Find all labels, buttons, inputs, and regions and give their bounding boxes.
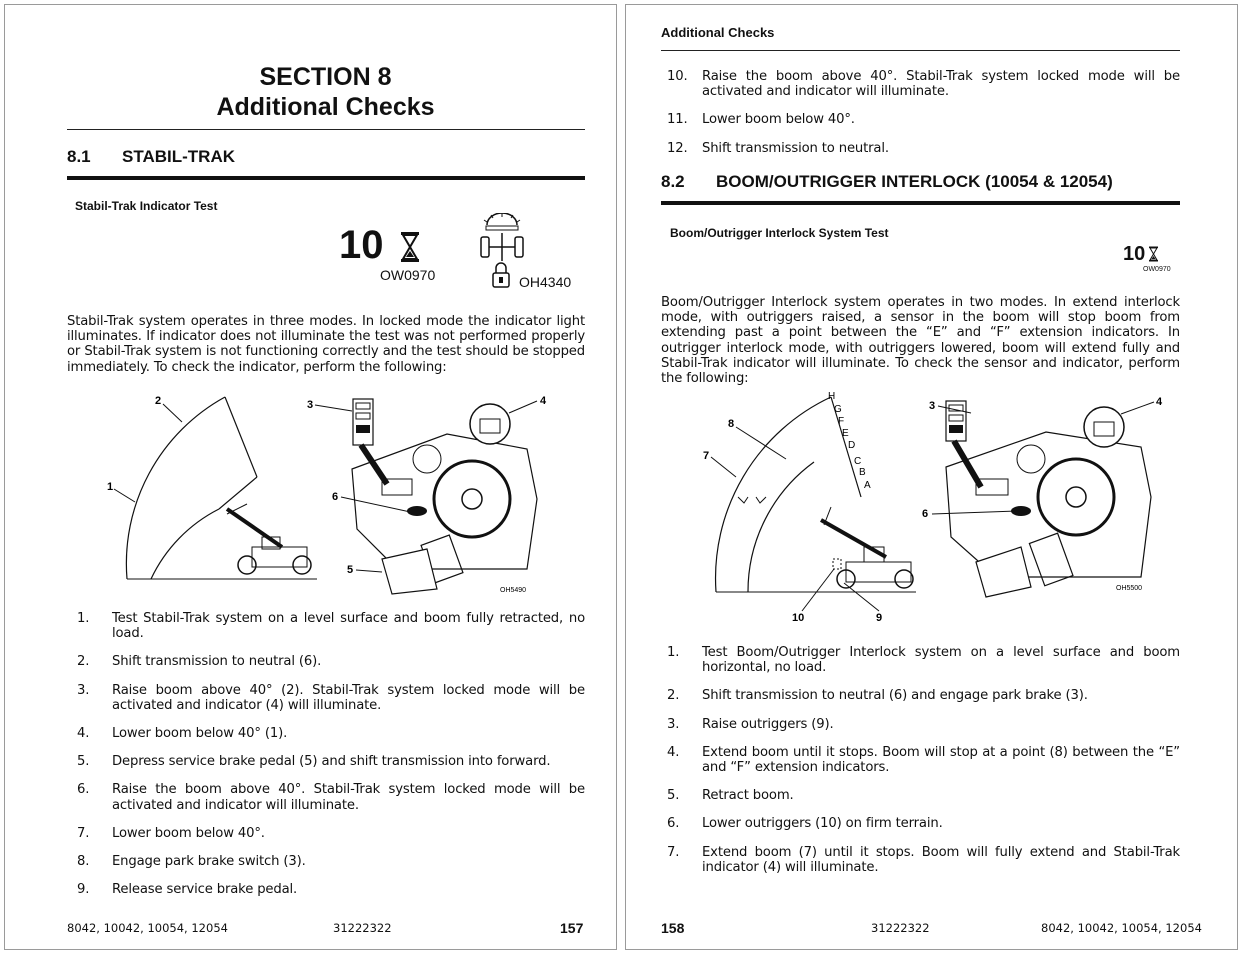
intro-paragraph: Stabil-Trak system operates in three modes. In locked mode the indicator light illuminates. If indicator does not illuminate the test was not performed properly or Stabil-Trak system is not functioning correctly and the test should be stopped immediately. To check the indicator, perform the following: bbox=[67, 314, 585, 375]
page-number: 157 bbox=[560, 920, 584, 936]
stabil-trak-figure bbox=[97, 389, 567, 599]
subsection-title: BOOM/OUTRIGGER INTERLOCK (10054 & 12054) bbox=[716, 172, 1113, 191]
figure-code: OH5490 bbox=[500, 587, 527, 594]
step-item: 11. Lower boom below 40°. bbox=[667, 112, 855, 128]
subsection-title: STABIL-TRAK bbox=[122, 147, 235, 166]
step-item: 9. Release service brake pedal. bbox=[77, 882, 298, 898]
boom-outrigger-figure bbox=[696, 387, 1176, 627]
steps-continued-list bbox=[667, 69, 1180, 156]
step-item: 5. Retract boom. bbox=[667, 788, 794, 804]
steps-list bbox=[667, 645, 1180, 875]
callout-4: 4 bbox=[1156, 396, 1163, 408]
indicator-letter: H bbox=[828, 391, 836, 402]
callout-5: 5 bbox=[347, 564, 354, 576]
hourglass-icon bbox=[1148, 246, 1159, 262]
page-number: 158 bbox=[661, 920, 685, 936]
step-item: 4. Extend boom until it stops. Boom will stop at a point (8) between the “E” and “F” extension indicators. bbox=[667, 744, 1180, 776]
step-item: 12. Shift transmission to neutral. bbox=[667, 140, 889, 156]
section-subtitle: Additional Checks bbox=[216, 93, 435, 121]
indicator-letter: E bbox=[842, 428, 849, 439]
section-title: SECTION 8 bbox=[259, 63, 392, 91]
subsection-heading bbox=[661, 172, 1113, 192]
footer-models: 8042, 10042, 10054, 12054 bbox=[1041, 921, 1202, 935]
callout-4: 4 bbox=[540, 395, 547, 407]
step-item: 10. Raise the boom above 40°. Stabil-Trak system locked mode will be activated and indicator will illuminate. bbox=[667, 69, 1180, 100]
subsection-heading bbox=[67, 147, 235, 167]
callout-3: 3 bbox=[929, 400, 936, 412]
step-item: 7. Extend boom (7) until it stops. Boom will fully extend and Stabil-Trak indicator (4) will illuminate. bbox=[667, 844, 1180, 875]
indicator-letter: D bbox=[848, 440, 856, 451]
header-rule bbox=[661, 50, 1180, 51]
page-157 bbox=[4, 4, 617, 950]
figure-code: OH5500 bbox=[1116, 585, 1143, 592]
step-item: 6. Lower outriggers (10) on firm terrain. bbox=[667, 816, 943, 832]
step-item: 2. Shift transmission to neutral (6). bbox=[77, 654, 322, 670]
callout-10: 10 bbox=[792, 612, 805, 624]
subsection-rule bbox=[661, 201, 1180, 205]
step-item: 7. Lower boom below 40°. bbox=[77, 825, 265, 841]
callout-6: 6 bbox=[922, 508, 929, 520]
subsection-rule bbox=[67, 176, 585, 180]
callout-2: 2 bbox=[155, 395, 162, 407]
footer-models: 8042, 10042, 10054, 12054 bbox=[67, 921, 228, 935]
indicator-letter: G bbox=[834, 404, 842, 415]
callout-1: 1 bbox=[107, 481, 114, 493]
time-number: 10 bbox=[339, 223, 384, 267]
indicator-letter: C bbox=[854, 456, 862, 467]
indicator-letter: A bbox=[864, 480, 871, 491]
callout-3: 3 bbox=[307, 399, 314, 411]
time-indicator bbox=[1123, 243, 1183, 277]
step-item: 5. Depress service brake pedal (5) and shift transmission into forward. bbox=[77, 754, 551, 770]
step-item: 1. Test Stabil-Trak system on a level surface and boom fully retracted, no load. bbox=[77, 611, 585, 642]
step-item: 8. Engage park brake switch (3). bbox=[77, 854, 306, 870]
indicator-letter: B bbox=[859, 467, 866, 478]
running-head: Additional Checks bbox=[661, 25, 775, 40]
lock-indicator bbox=[477, 213, 587, 293]
step-item: 3. Raise outriggers (9). bbox=[667, 716, 834, 732]
page-158 bbox=[625, 4, 1238, 950]
time-indicator bbox=[339, 223, 436, 283]
callout-7: 7 bbox=[703, 450, 710, 462]
subsection-number: 8.2 bbox=[661, 172, 685, 191]
intro-paragraph: Boom/Outrigger Interlock system operates in two modes. In extend interlock mode, with outriggers raised, a sensor in the boom will stop boom from extending past a point between the “E” and “F” extension indicators. In outrigger interlock mode, with outriggers lowered, boom will extend fully and Stabil-Trak indicator will illuminate. To check the sensor and indicator, perform the following: bbox=[661, 295, 1180, 387]
step-item: 3. Raise boom above 40° (2). Stabil-Trak system locked mode will be activated and indicator (4) will illuminate. bbox=[77, 682, 585, 713]
step-item: 1. Test Boom/Outrigger Interlock system on a level surface and boom horizontal, no load. bbox=[667, 645, 1180, 676]
time-number: 10 bbox=[1123, 243, 1146, 265]
callout-9: 9 bbox=[876, 612, 883, 624]
indicator-letter: F bbox=[838, 416, 845, 427]
title-rule bbox=[67, 129, 585, 130]
hourglass-icon bbox=[399, 231, 421, 263]
step-item: 2. Shift transmission to neutral (6) and engage park brake (3). bbox=[667, 688, 1088, 704]
footer-doc-number: 31222322 bbox=[333, 921, 392, 935]
step-item: 6. Raise the boom above 40°. Stabil-Trak system locked mode will be activated and indicator will illuminate. bbox=[77, 782, 585, 813]
step-item: 4. Lower boom below 40° (1). bbox=[77, 726, 288, 742]
lock-code: OH4340 bbox=[519, 274, 572, 290]
steps-list bbox=[77, 611, 585, 897]
test-heading: Stabil-Trak Indicator Test bbox=[75, 199, 218, 213]
callout-8: 8 bbox=[728, 418, 735, 430]
footer-doc-number: 31222322 bbox=[871, 921, 930, 935]
callout-6: 6 bbox=[332, 491, 339, 503]
subsection-number: 8.1 bbox=[67, 147, 91, 166]
test-heading: Boom/Outrigger Interlock System Test bbox=[670, 226, 889, 240]
time-code: OW0970 bbox=[380, 267, 436, 283]
time-code: OW0970 bbox=[1143, 266, 1171, 273]
